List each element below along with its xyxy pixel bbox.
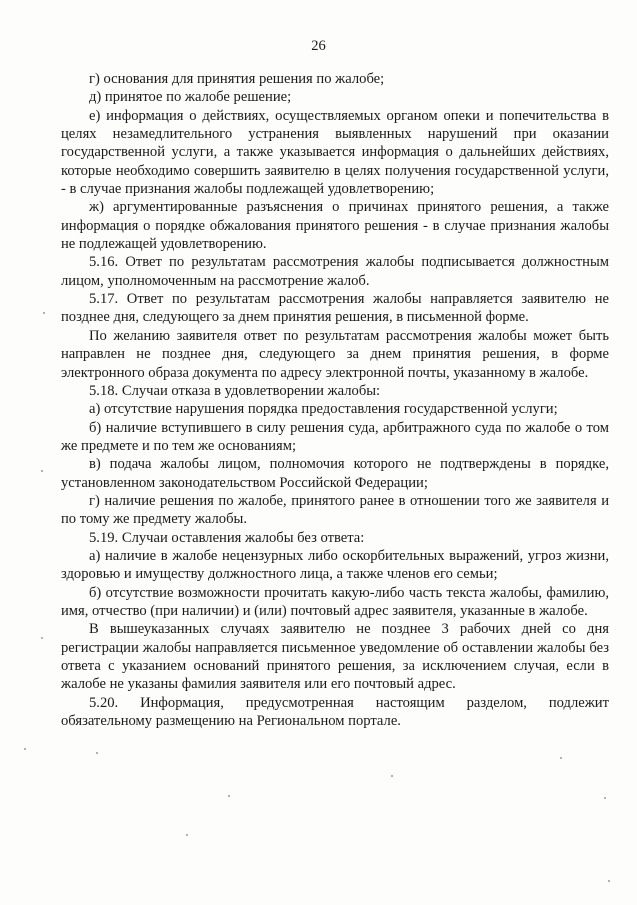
scan-speck: [560, 757, 562, 759]
paragraph-5-18-b: б) наличие вступившего в силу решения суда, арбитражного суда по жалобе о том же предмете и по тем же основаниям;: [61, 419, 609, 454]
scan-speck: [41, 470, 43, 472]
paragraph-e-actions: е) информация о действиях, осуществляемых органом опеки и попечительства в целях незамедлительного устранения выявленных нарушений при оказании государственной услуги, а также указывается информация о дальнейших действиях, которые необходимо совершить заявителю в целях получения государственной услуги, - в случае признания жалобы подлежащей удовлетворению;: [61, 107, 609, 198]
scan-speck: [228, 795, 230, 797]
scan-speck: [391, 775, 393, 777]
paragraph-5-18-g: г) наличие решения по жалобе, принятого ранее в отношении того же заявителя и по тому же предмету жалобы.: [61, 492, 609, 528]
paragraph-5-18: 5.18. Случаи отказа в удовлетворении жалобы:: [89, 382, 381, 399]
paragraph-5-20: 5.20. Информация, предусмотренная настоящим разделом, подлежит обязательному размещению на Региональном портале.: [61, 694, 609, 730]
paragraph-5-18-a: а) отсутствие нарушения порядка предоставления государственной услуги;: [89, 401, 558, 418]
scan-speck: [96, 752, 98, 754]
paragraph-5-19: 5.19. Случаи оставления жалобы без ответа:: [89, 529, 365, 546]
paragraph-5-19-a: а) наличие в жалобе нецензурных либо оскорбительных выражений, угроз жизни, здоровью и имуществу должностного лица, а также членов его семьи;: [61, 547, 609, 583]
paragraph-5-18-v: в) подача жалобы лицом, полномочия которого не подтверждены в порядке, установленном законодательством Российской Федерации;: [61, 456, 609, 491]
scan-speck: [43, 312, 45, 314]
paragraph-notification: В вышеуказанных случаях заявителю не позднее 3 рабочих дней со дня регистрации жалобы направляется письменное уведомление об оставлении жалобы без ответа с указанием оснований принятого решения, за исключением случая, если в жалобе не указаны фамилия заявителя или его почтовый адрес.: [61, 621, 609, 693]
page-number: 26: [311, 38, 326, 54]
scan-speck: [24, 748, 26, 750]
paragraph-g-grounds: г) основания для принятия решения по жалобе;: [89, 71, 385, 87]
scan-speck: [604, 797, 606, 799]
paragraph-5-17: 5.17. Ответ по результатам рассмотрения жалобы направляется заявителю не позднее дня, следующего за днем принятия решения, в письменной форме.: [61, 291, 609, 326]
paragraph-5-19-b: б) отсутствие возможности прочитать какую-либо часть текста жалобы, фамилию, имя, отчество (при наличии) и (или) почтовый адрес заявителя, указанные в жалобе.: [61, 584, 609, 619]
document-body: [61, 70, 609, 730]
scan-speck: [41, 637, 43, 639]
scan-speck: [186, 834, 188, 836]
scan-speck: [608, 880, 610, 882]
paragraph-zh-explanations: ж) аргументированные разъяснения о причинах принятого решения, а также информация о порядке обжалования принятого решения - в случае признания жалобы не подлежащей удовлетворению.: [61, 199, 609, 253]
paragraph-5-16: 5.16. Ответ по результатам рассмотрения жалобы подписывается должностным лицом, уполномоченным на рассмотрение жалоб.: [61, 254, 609, 289]
paragraph-d-decision: д) принятое по жалобе решение;: [89, 89, 292, 106]
paragraph-electronic-reply: По желанию заявителя ответ по результатам рассмотрения жалобы может быть направлен не позднее дня, следующего за днем принятия решения, в форме электронного образа документа по адресу электронной почты, указанному в жалобе.: [61, 327, 609, 381]
